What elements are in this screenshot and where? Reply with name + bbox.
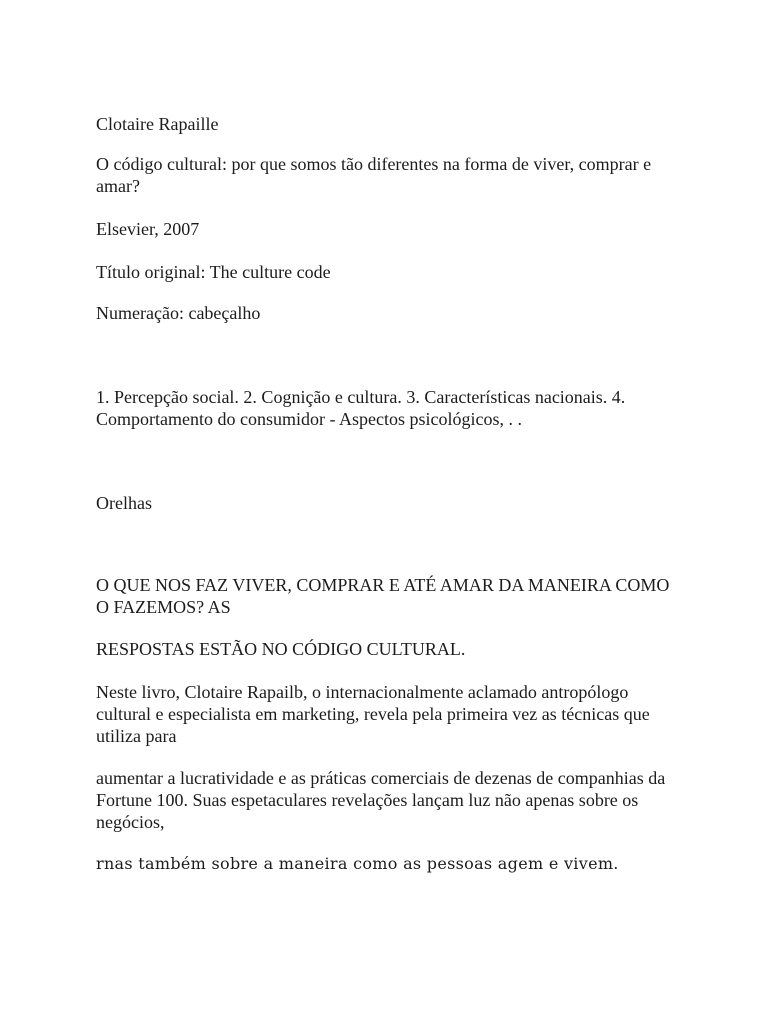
author-line: Clotaire Rapaille [96,114,219,134]
numbering-note: Numeração: cabeçalho [96,303,261,323]
publisher-year: Elsevier, 2007 [96,219,200,239]
body-paragraph-2: aumentar a lucratividade e as práticas comerciais de dezenas de companhias da Fortune 100. Suas espetaculares revelações lançam luz não apenas sobre os negócios, [96,768,666,832]
book-title: O código cultural: por que somos tão diferentes na forma de viver, comprar e amar? [96,154,652,196]
section-heading: Orelhas [96,493,152,513]
subject-headings: 1. Percepção social. 2. Cognição e cultura. 3. Características nacionais. 4. Comportamento do consumidor - Aspectos psicológicos, . . [96,387,626,429]
body-paragraph-3: rnas também sobre a maneira como as pessoas agem e vivem. [96,854,619,873]
headline-part-1: O QUE NOS FAZ VIVER, COMPRAR E ATÉ AMAR DA MANEIRA COMO O FAZEMOS? AS [96,575,670,617]
original-title: Título original: The culture code [96,262,331,282]
headline-part-2: RESPOSTAS ESTÃO NO CÓDIGO CULTURAL. [96,639,466,659]
body-paragraph-1: Neste livro, Clotaire Rapailb, o internacionalmente aclamado antropólogo cultural e especialista em marketing, revela pela primeira vez as técnicas que utiliza para [96,682,650,746]
